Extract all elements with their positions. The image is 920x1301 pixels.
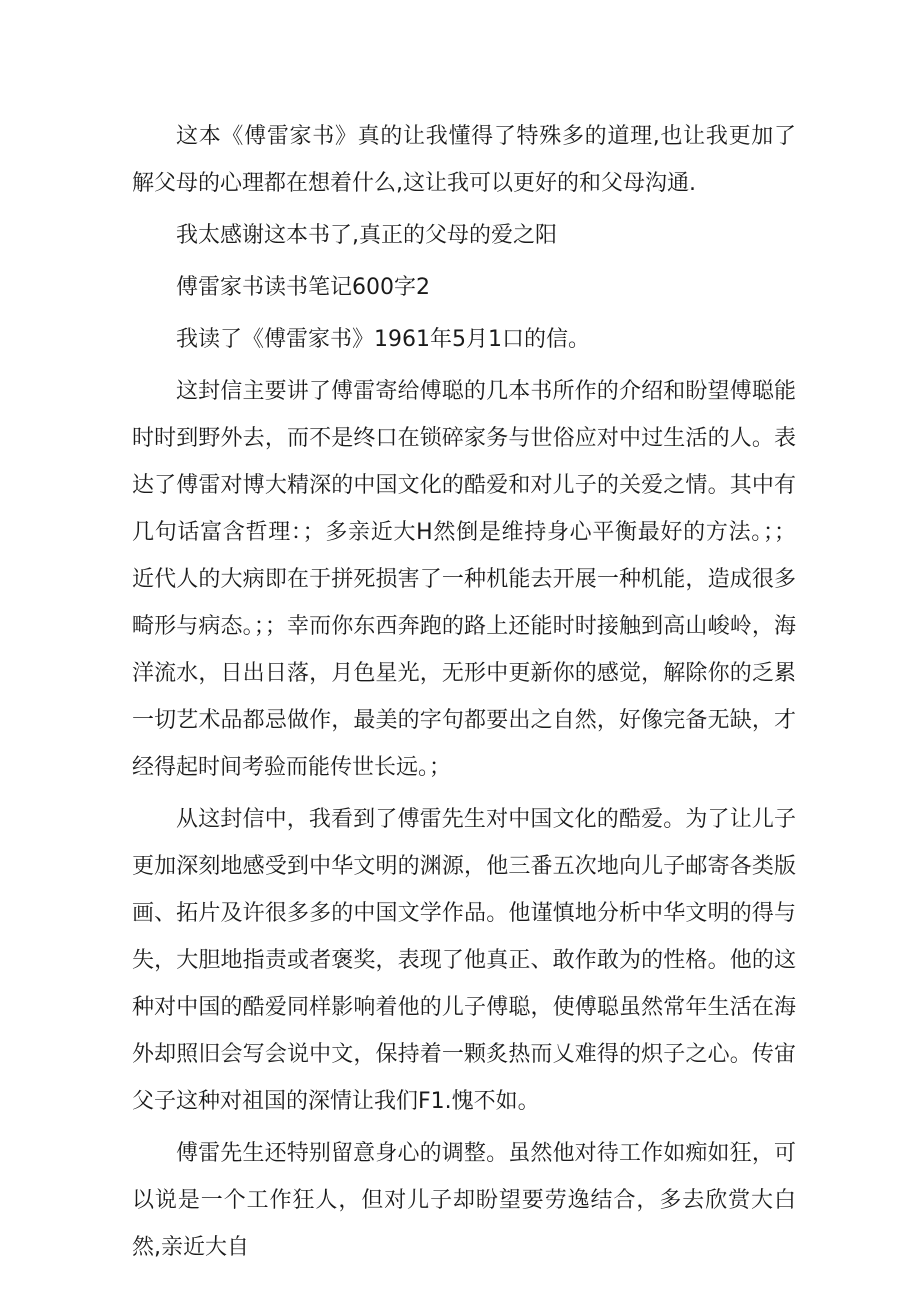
- paragraph-intro: 这本《傅雷家书》真的让我懂得了特殊多的道理,也让我更加了解父母的心理都在想着什么,这让我可以更好的和父母沟通.: [132, 124, 796, 196]
- paragraph-thanks: 我太感谢这本书了,真正的父母的爱之阳: [176, 223, 557, 248]
- paragraph-body-mind: 傅雷先生还特别留意身心的调整。虽然他对待工作如痴如狂，可以说是一个工作狂人，但对儿子却盼望要劳逸结合，多去欣赏大白然,亲近大自: [132, 1141, 796, 1260]
- paragraph-letter-summary: 这封信主要讲了傅雷寄给傅聪的几本书所作的介绍和盼望傅聪能时时到野外去，而不是终口在锁碎家务与世俗应对中过生活的人。表达了傅雷对博大精深的中国文化的酷爱和对儿子的关爱之情。其中有几句话富含哲理：；多亲近大H然倒是维持身心平衡最好的方法。；；近代人的大病即在于拼死损害了一种机能去开展一种机能，造成很多畸形与病态。；；幸而你东西奔跑的路上还能时时接触到高山峻岭，海洋流水，日出日落，月色星光，无形中更新你的感觉，解除你的乏累一切艺术品都忌做作，最美的字句都要出之自然，好像完备无缺，才经得起时间考验而能传世长远。；: [132, 379, 796, 780]
- paragraph-letter-date: 我读了《傅雷家书》1961年5月1口的信。: [176, 327, 590, 352]
- paragraph-culture-love: 从这封信中，我看到了傅雷先生对中国文化的酷爱。为了让儿子更加深刻地感受到中华文明的渊源，他三番五次地向儿子邮寄各类版画、拓片及许很多多的中国文学作品。他谨慎地分析中华文明的得与失，大胆地指责或者褒奖，表现了他真正、敢作敢为的性格。他的这种对中国的酷爱同样影响着他的儿子傅聪，使傅聪虽然常年生活在海外却照旧会写会说中文，保持着一颗炙热而乂难得的炽子之心。传宙父子这种对祖国的深情让我们F1.愧不如。: [132, 807, 796, 1114]
- section-heading: 傅雷家书读书笔记600字2: [176, 275, 430, 300]
- document-body: [132, 113, 796, 1276]
